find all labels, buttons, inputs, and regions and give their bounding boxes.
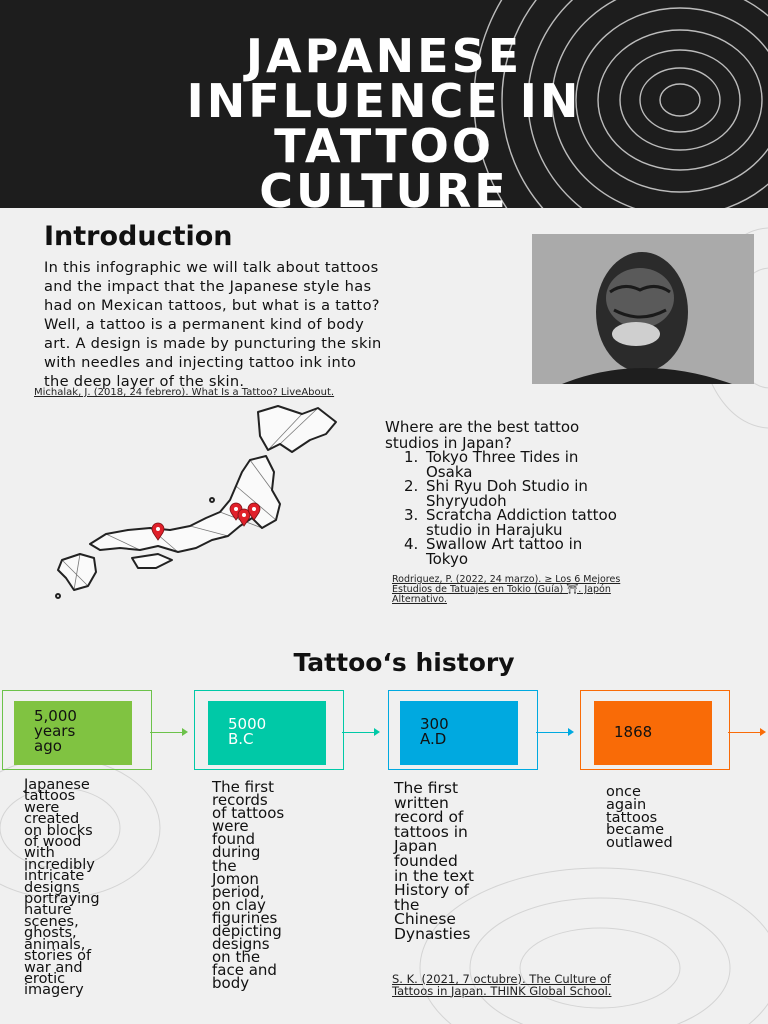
- arrow-right-icon: [760, 728, 766, 736]
- timeline-box-1: [14, 701, 132, 765]
- desc-line: record of: [394, 808, 464, 827]
- desc-line: nature: [24, 902, 72, 919]
- desc-line: imagery: [24, 982, 84, 999]
- timeline-label: B.C: [228, 730, 254, 748]
- studios-question-line: studios in Japan?: [385, 434, 512, 452]
- page-title: [0, 29, 768, 208]
- desc-line: erotic: [24, 970, 66, 987]
- intro-line: had on Mexican tattoos, but what is a tatto?: [44, 297, 380, 314]
- desc-line: in the text: [394, 866, 475, 885]
- intro-paragraph: [44, 258, 524, 391]
- desc-line: tattoos: [24, 788, 76, 805]
- timeline-label: 5000: [228, 715, 267, 733]
- japan-map: [40, 400, 370, 600]
- intro-line: Well, a tattoo is a permanent kind of body: [44, 316, 365, 333]
- desc-line: body: [212, 974, 250, 993]
- hokkaido-shape: [258, 406, 336, 452]
- desc-line: Japan: [394, 837, 438, 856]
- hero-banner: [0, 0, 768, 208]
- intro-line: art. A design is made by puncturing the skin: [44, 335, 382, 352]
- intro-citation-link[interactable]: Michalak, J. (2018, 24 febrero). What Is a Tattoo? LiveAbout.: [34, 387, 335, 398]
- studios-citation-link[interactable]: [392, 575, 722, 605]
- desc-line: war and: [24, 959, 83, 976]
- desc-line: on blocks: [24, 822, 93, 839]
- studio-line: Osaka: [426, 462, 473, 481]
- desc-line: portraying: [24, 891, 100, 908]
- desc-line: again: [606, 796, 647, 813]
- list-number: 3.: [404, 506, 419, 524]
- desc-line: written: [394, 793, 449, 812]
- studio-line: Swallow Art tattoo in: [426, 535, 583, 553]
- map-pin-dot: [242, 513, 246, 517]
- desc-line: figurines: [212, 908, 278, 927]
- timeline-arrow-line: [342, 732, 374, 733]
- desc-line: Chinese: [394, 910, 456, 929]
- intro-line: the deep layer of the skin.: [44, 373, 245, 390]
- studio-item: [404, 479, 754, 508]
- desc-line: intricate: [24, 868, 85, 885]
- shikoku-shape: [132, 554, 172, 568]
- title-line: JAPANESE: [245, 29, 523, 83]
- desc-line: were: [212, 817, 249, 836]
- arrow-right-icon: [568, 728, 574, 736]
- desc-line: with: [24, 845, 55, 862]
- studios-question-line: Where are the best tattoo: [385, 418, 580, 436]
- desc-line: of wood: [24, 834, 82, 851]
- intro-line: with needles and injecting tattoo ink into: [44, 354, 357, 371]
- desc-line: the: [212, 856, 237, 875]
- timeline-description-1: [24, 777, 144, 999]
- desc-line: face and: [212, 961, 277, 980]
- timeline-box-3: [400, 701, 518, 765]
- history-citation-link[interactable]: [392, 974, 742, 997]
- desc-line: the: [394, 895, 420, 914]
- arrow-right-icon: [182, 728, 188, 736]
- history-heading: Tattoo‘s history: [293, 648, 515, 677]
- timeline-label: ago: [34, 737, 62, 755]
- citation-line: Estudios de Tatuajes en Tokio (Guía) ⛩. Japón: [392, 584, 611, 595]
- desc-line: period,: [212, 882, 265, 901]
- desc-line: designs: [24, 879, 80, 896]
- timeline-arrow-line: [536, 732, 568, 733]
- studio-item: [404, 508, 754, 537]
- desc-line: of tattoos: [212, 804, 285, 823]
- desc-line: tattoos: [606, 809, 658, 826]
- studio-item: [404, 537, 754, 566]
- studio-item: [404, 450, 754, 479]
- studio-line: Tokyo: [426, 549, 468, 568]
- title-line: TATTOO: [274, 119, 494, 173]
- desc-line: on the: [212, 948, 261, 967]
- desc-line: incredibly: [24, 856, 95, 873]
- desc-line: Japanese: [24, 777, 90, 793]
- timeline-box-2: [208, 701, 326, 765]
- desc-line: History of: [394, 881, 470, 900]
- desc-line: once: [606, 784, 641, 800]
- studio-line: Shyryudoh: [426, 491, 507, 510]
- desc-line: The first: [212, 778, 274, 796]
- intro-line: In this infographic we will talk about tattoos: [44, 259, 379, 276]
- desc-line: became: [606, 822, 665, 839]
- timeline-label: years: [34, 722, 76, 740]
- desc-line: records: [212, 791, 268, 810]
- timeline-label: 1868: [614, 723, 653, 741]
- timeline-description-2: [212, 778, 342, 993]
- studio-line: Scratcha Addiction tattoo: [426, 506, 617, 524]
- map-pin-dot: [252, 507, 256, 511]
- desc-line: Jomon: [212, 869, 259, 888]
- portrait-photo: [532, 234, 754, 384]
- citation-line: S. K. (2021, 7 octubre). The Culture of: [392, 972, 611, 986]
- list-number: 4.: [404, 535, 419, 553]
- studio-line: studio in Harajuku: [426, 520, 563, 539]
- desc-line: on clay: [212, 895, 266, 914]
- desc-line: depicting: [212, 922, 282, 941]
- map-pin-dot: [156, 527, 160, 531]
- studios-question: [385, 419, 755, 451]
- title-line: INFLUENCE IN: [186, 74, 582, 128]
- intro-heading: Introduction: [44, 221, 233, 252]
- timeline-description-4: [606, 786, 726, 850]
- desc-line: The first: [394, 779, 459, 797]
- desc-line: ghosts,: [24, 925, 77, 942]
- desc-line: found: [212, 830, 255, 849]
- desc-line: were: [24, 799, 60, 816]
- timeline-label: 300: [420, 715, 449, 733]
- desc-line: animals,: [24, 936, 86, 953]
- citation-line: Tattoos in Japan. THINK Global School.: [392, 983, 612, 998]
- timeline-label: A.D: [420, 730, 447, 748]
- studio-line: Tokyo Three Tides in: [426, 448, 579, 466]
- list-number: 2.: [404, 477, 419, 495]
- desc-line: tattoos in: [394, 822, 468, 841]
- desc-line: during: [212, 843, 261, 862]
- tattooed-man-portrait: [532, 234, 754, 384]
- title-line: CULTURE: [259, 164, 509, 208]
- list-number: 1.: [404, 448, 419, 466]
- studio-line: Shi Ryu Doh Studio in: [426, 477, 588, 495]
- desc-line: designs: [212, 935, 270, 954]
- map-pin-dot: [234, 507, 238, 511]
- desc-line: outlawed: [606, 835, 673, 852]
- timeline-arrow-line: [728, 732, 760, 733]
- timeline-description-3: [394, 781, 534, 942]
- desc-line: stories of: [24, 948, 92, 965]
- citation-line: Alternativo.: [392, 594, 447, 605]
- desc-line: scenes,: [24, 913, 79, 930]
- citation-line: Rodriguez, P. (2022, 24 marzo). ≥ Los 6 Mejores: [392, 574, 621, 585]
- timeline-arrow-line: [150, 732, 182, 733]
- desc-line: Dynasties: [394, 924, 471, 943]
- studios-list: [404, 450, 754, 566]
- arrow-right-icon: [374, 728, 380, 736]
- timeline-label: 5,000: [34, 707, 77, 725]
- intro-line: and the impact that the Japanese style has: [44, 278, 372, 295]
- desc-line: founded: [394, 851, 458, 870]
- timeline-box-4: [594, 701, 712, 765]
- desc-line: created: [24, 811, 80, 828]
